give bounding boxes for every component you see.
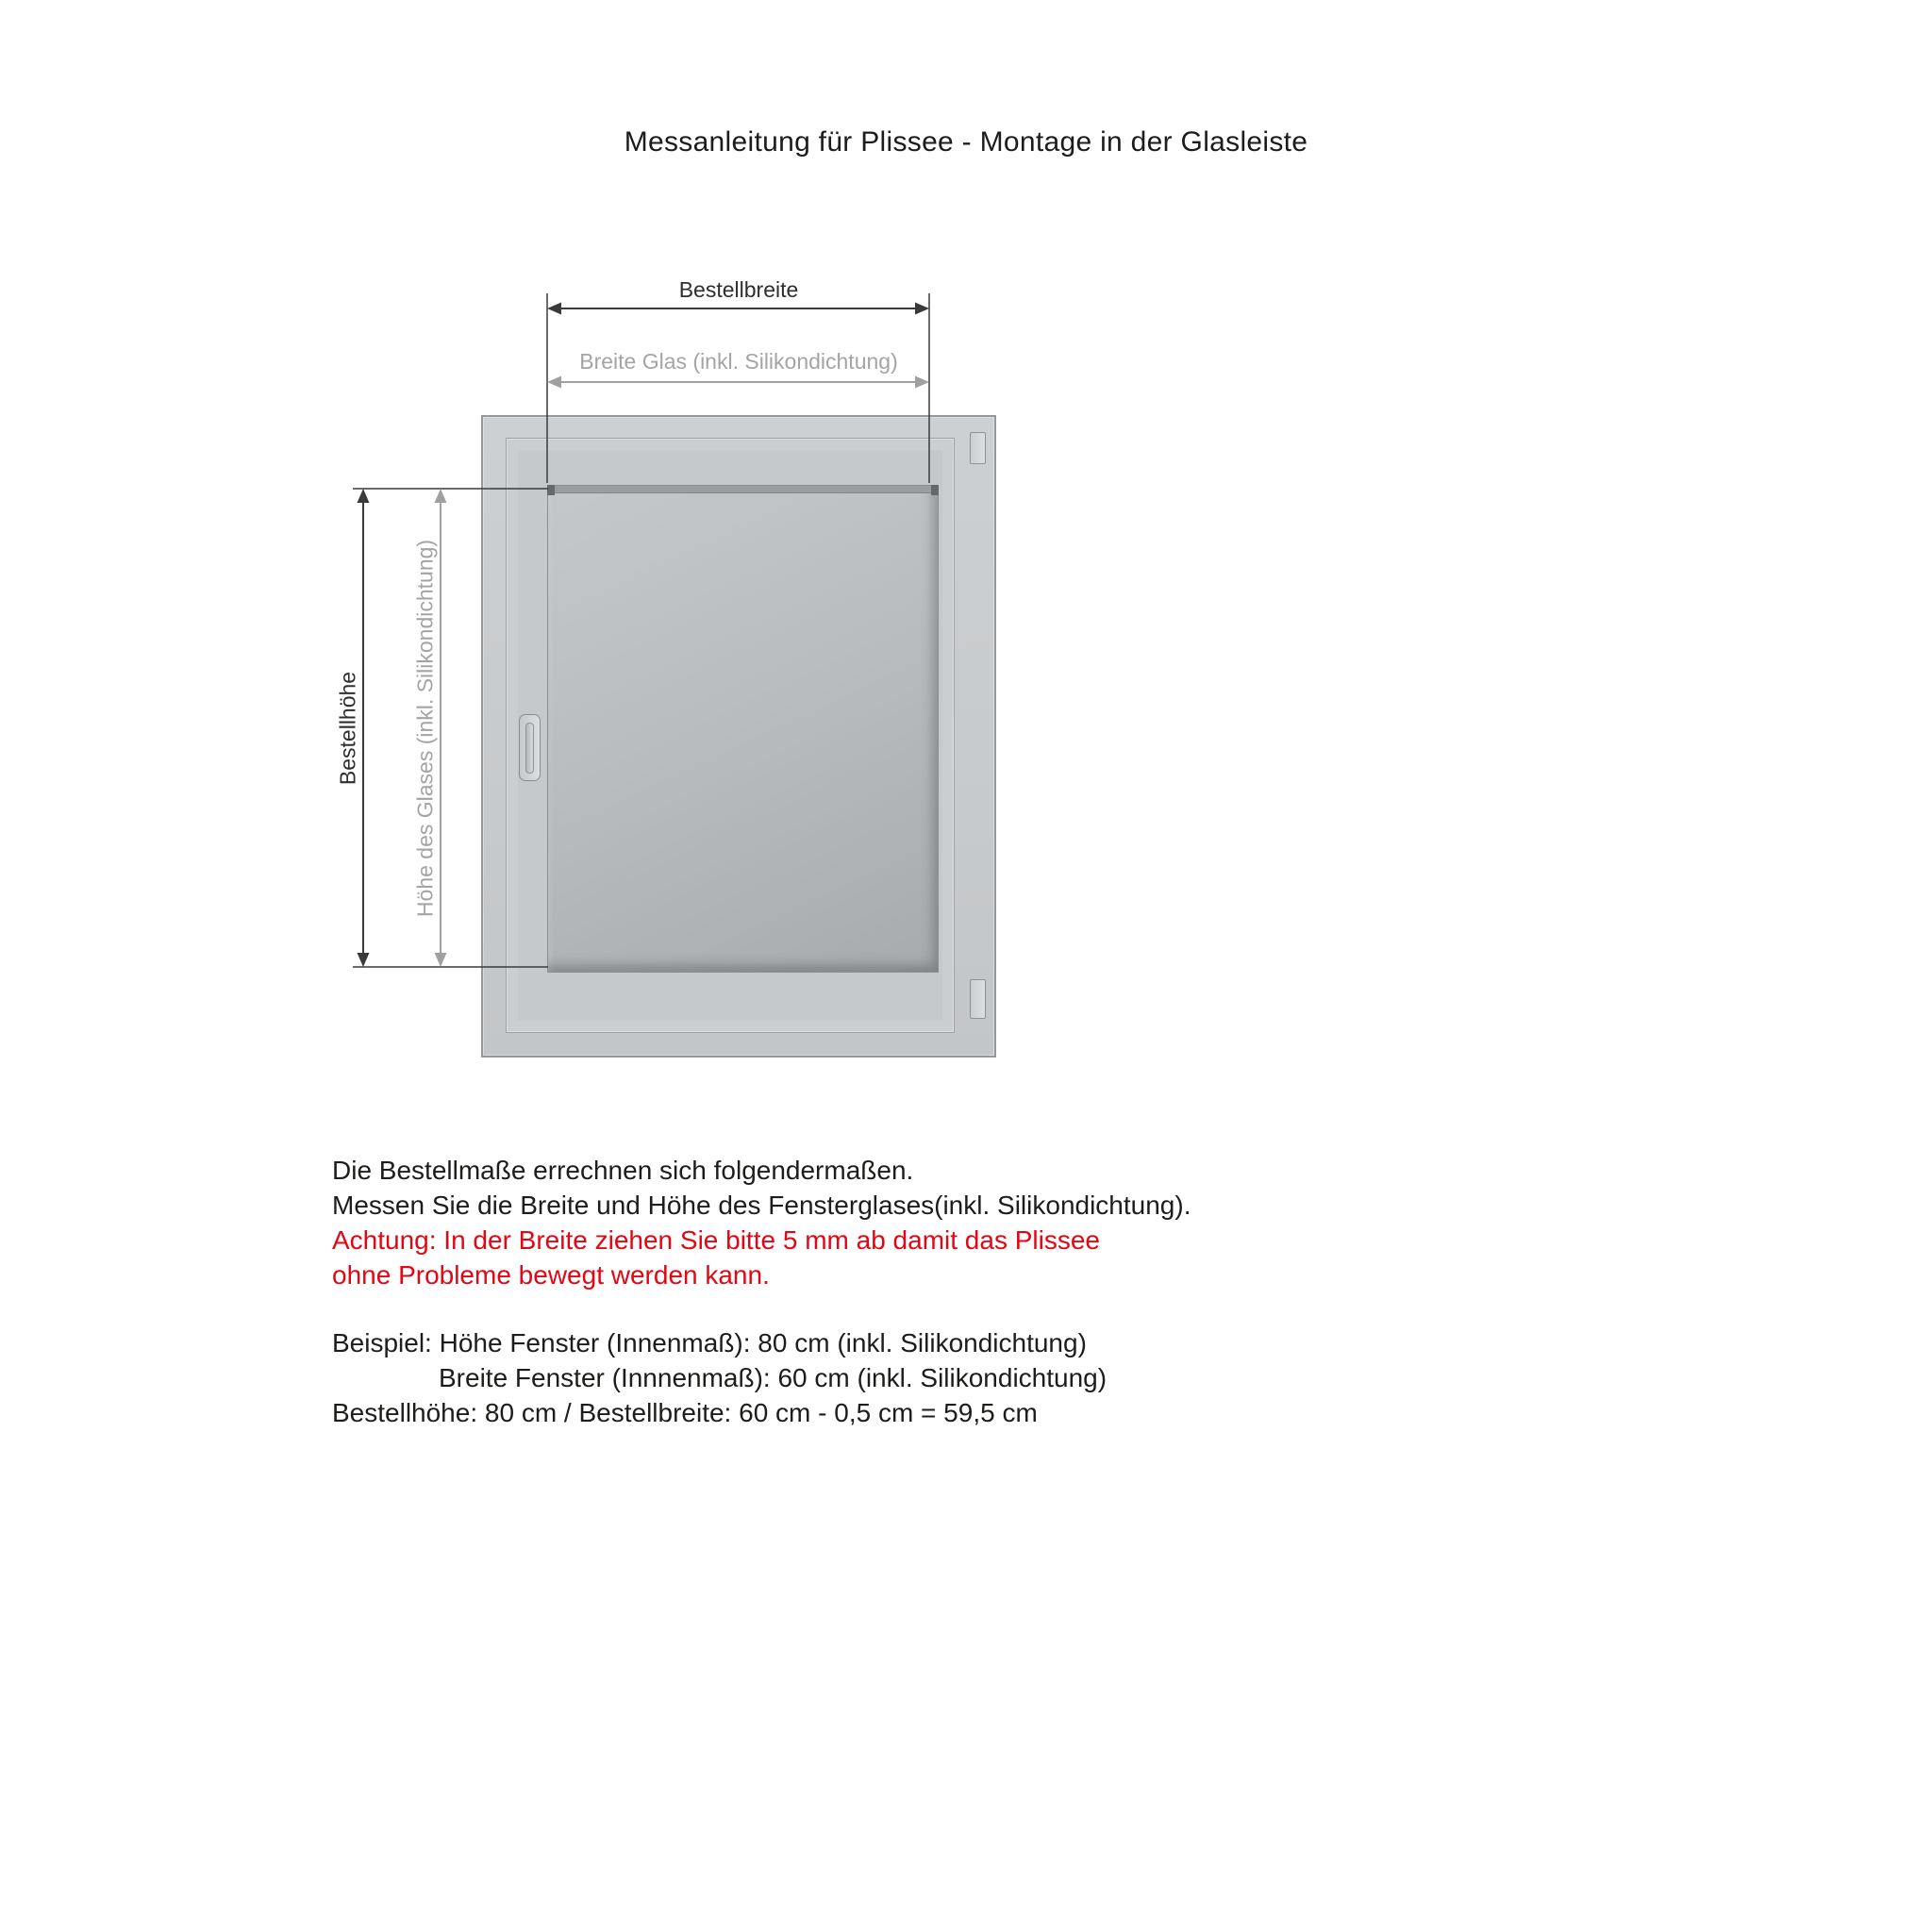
example-line-3: Bestellhöhe: 80 cm / Bestellbreite: 60 cm - 0,5 cm = 59,5 cm: [332, 1398, 1038, 1427]
hinge-top: [970, 432, 986, 464]
page-title: Messanleitung für Plissee - Montage in der Glasleiste: [624, 126, 1308, 158]
order-height-label: Bestellhöhe: [335, 671, 360, 786]
window-handle-lever: [525, 723, 534, 774]
warning-line-2: ohne Probleme bewegt werden kann.: [332, 1260, 770, 1290]
window-frame: [481, 415, 996, 1058]
warning-line-1: Achtung: In der Breite ziehen Sie bitte 5 mm ab damit das Plissee: [332, 1225, 1100, 1255]
window-glass: [547, 485, 939, 973]
glass-top-rail: [548, 486, 938, 493]
example-line-1: Beispiel: Höhe Fenster (Innenmaß): 80 cm (inkl. Silikondichtung): [332, 1328, 1087, 1357]
glass-width-label: Breite Glas (inkl. Silikondichtung): [579, 349, 898, 374]
order-width-label: Bestellbreite: [678, 277, 799, 302]
text-spacer: [332, 1292, 1191, 1325]
rail-end-right: [931, 485, 939, 495]
instruction-intro-line-2: Messen Sie die Breite und Höhe des Fensterglases(inkl. Silikondichtung).: [332, 1191, 1191, 1220]
instructions-block: [332, 1153, 1191, 1430]
example-line-2: Breite Fenster (Innnenmaß): 60 cm (inkl. Silikondichtung): [439, 1363, 1108, 1392]
instruction-intro-line-1: Die Bestellmaße errechnen sich folgendermaßen.: [332, 1156, 914, 1185]
rail-end-left: [547, 485, 555, 495]
window-handle: [519, 714, 541, 781]
glass-height-label: Höhe des Glases (inkl. Silikondichtung): [412, 539, 438, 918]
window-sash: [506, 438, 955, 1033]
hinge-bottom: [970, 979, 986, 1019]
